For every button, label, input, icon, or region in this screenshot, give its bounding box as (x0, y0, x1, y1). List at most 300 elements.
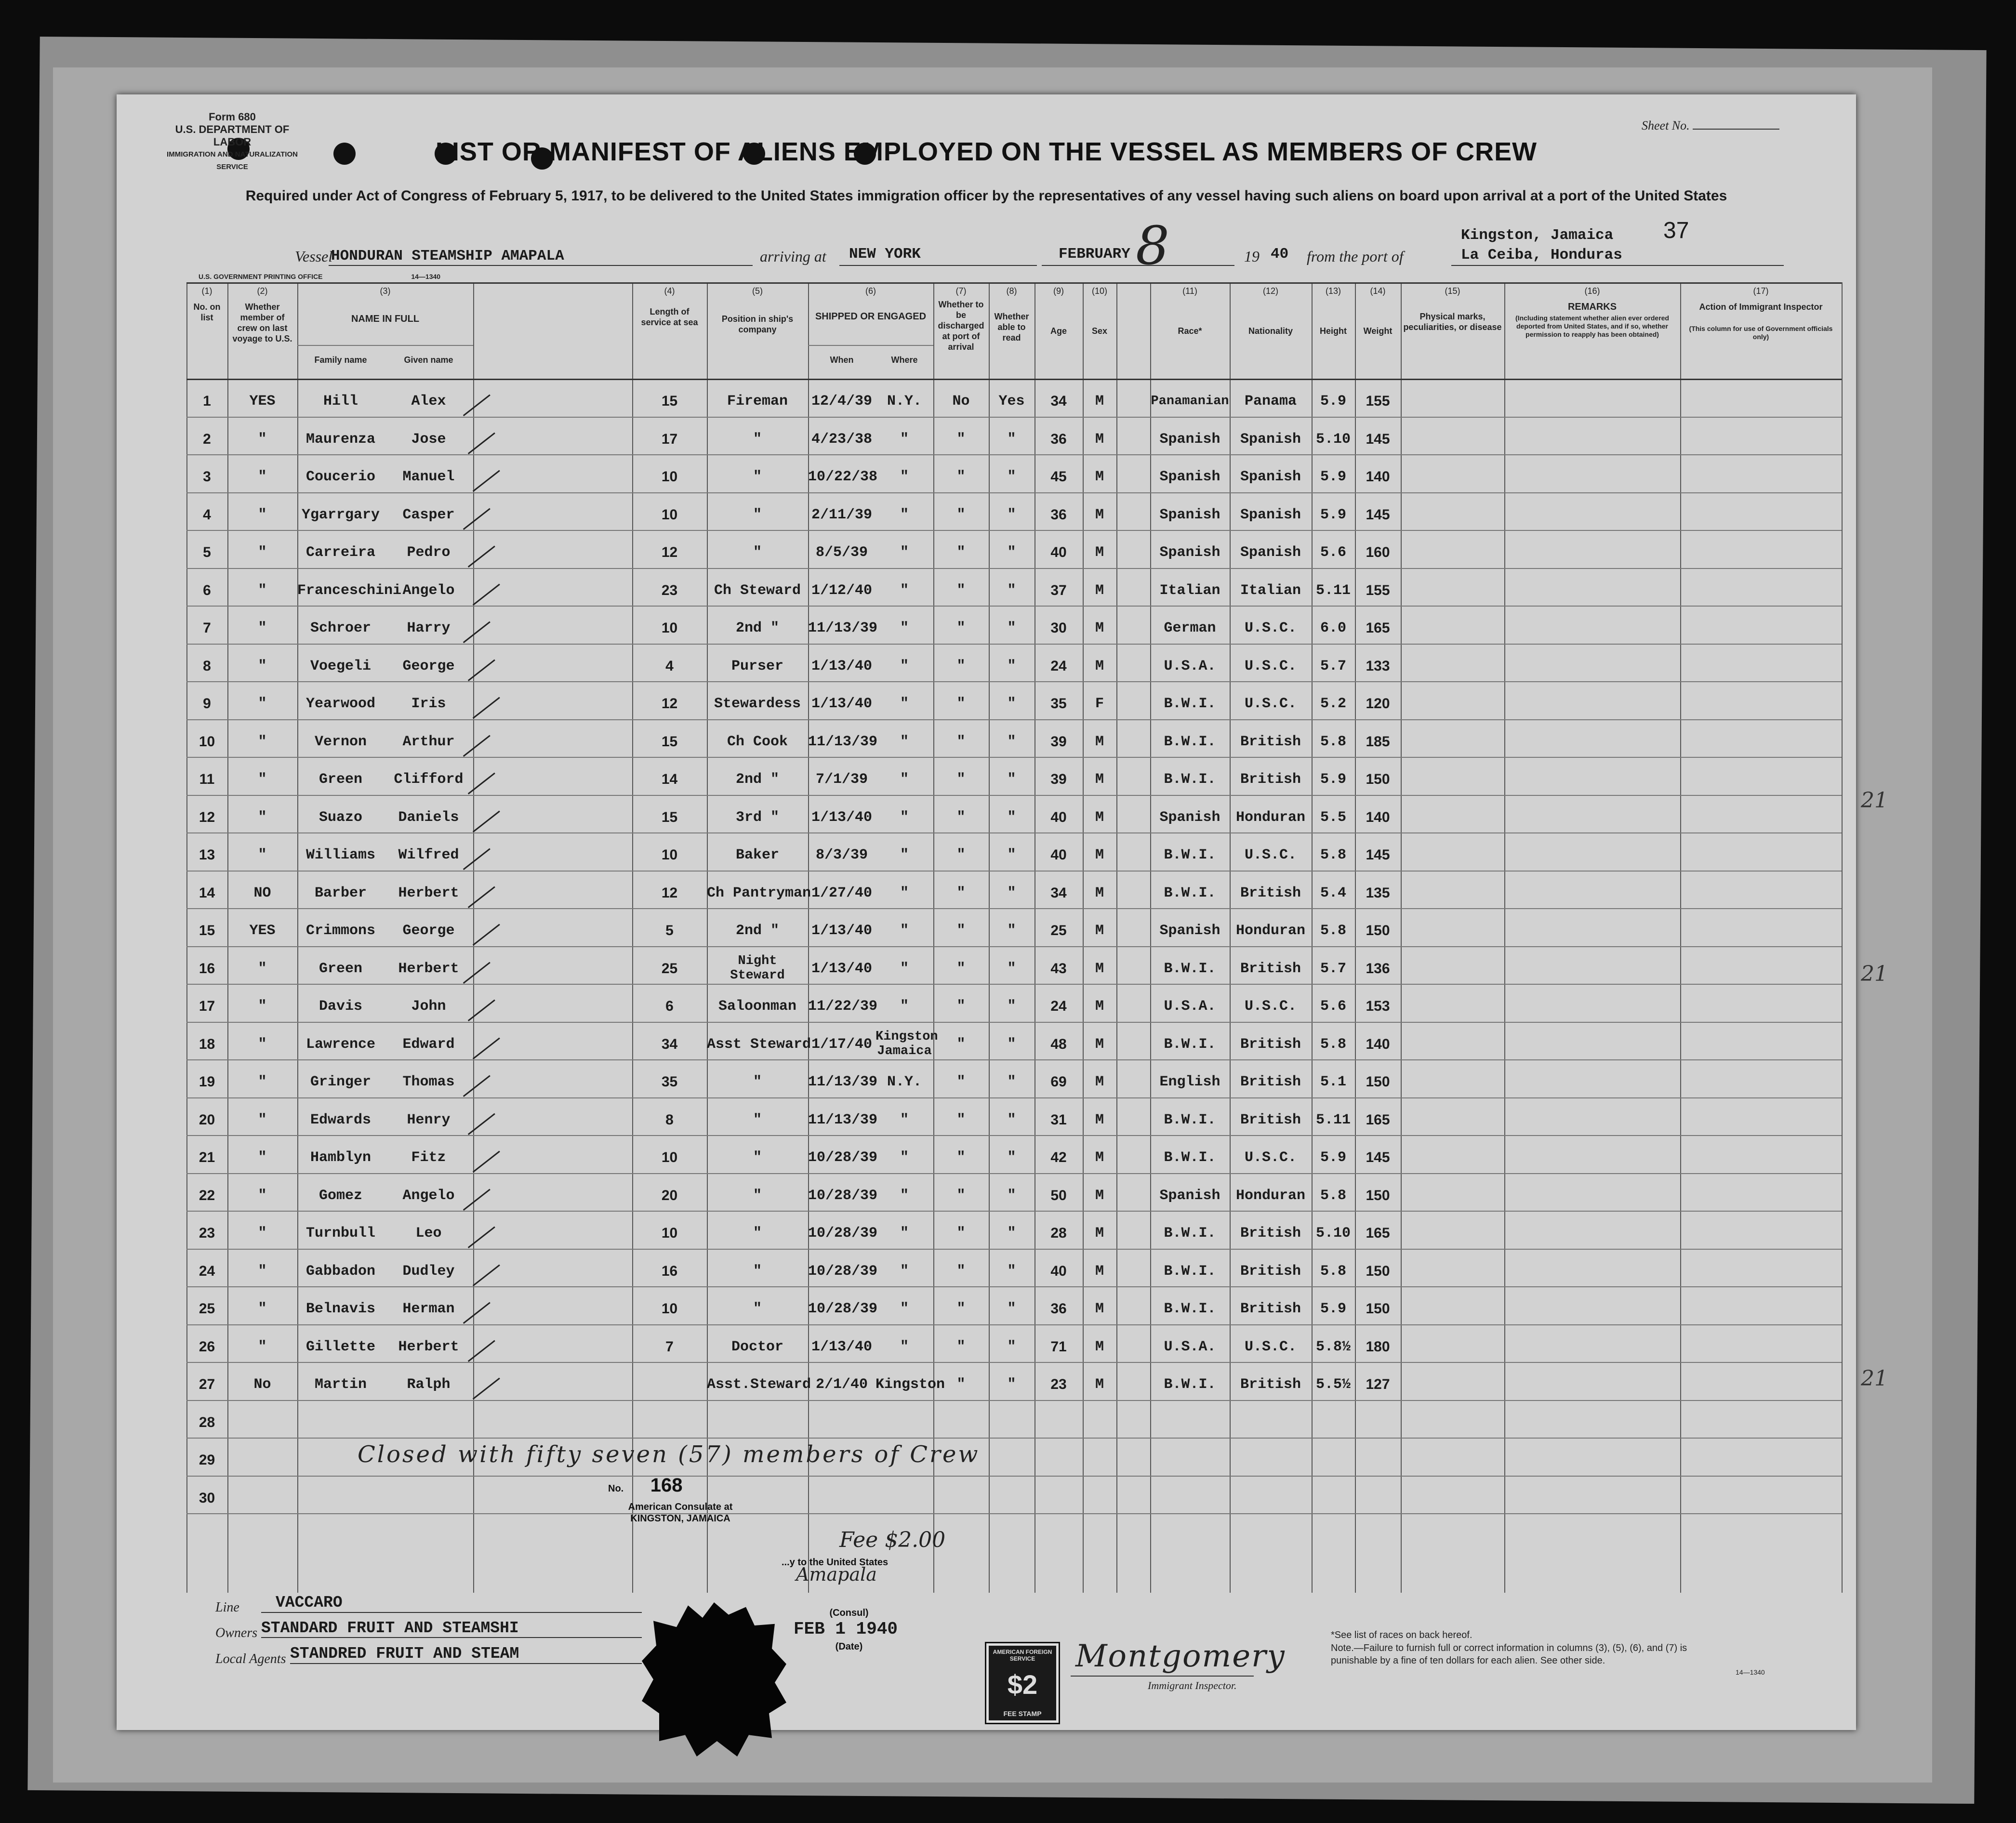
family-name: Coucerio (305, 469, 376, 485)
race: B.W.I. (1164, 847, 1216, 863)
date-label: (Date) (835, 1641, 863, 1652)
given-name: Jose (411, 431, 446, 448)
fine-note: Note.—Failure to furnish full or correct information in columns (3), (5), (6), and (7) is punishable by a fine of ten dollars for each alien. See other side. (1331, 1643, 1687, 1666)
given-name: Dudley (402, 1263, 455, 1280)
row-number: 16 (199, 960, 215, 977)
inspector-signature: Montgomery (1075, 1638, 1286, 1674)
shipped-where: " (900, 847, 909, 863)
family-name: Belnavis (305, 1301, 376, 1317)
col-header-race: Race* (1178, 326, 1202, 336)
weight: 140 (1366, 469, 1390, 485)
position: 2nd " (735, 923, 779, 939)
weight: 150 (1366, 771, 1390, 787)
table-row (186, 1065, 1842, 1103)
col-num: (7) (955, 286, 967, 296)
given-name: Herman (402, 1301, 455, 1317)
col-header-height: Height (1320, 326, 1347, 336)
age: 36 (1050, 1301, 1067, 1317)
service-length: 17 (661, 431, 678, 447)
check-mark (461, 455, 500, 492)
height: 5.9 (1320, 1301, 1346, 1317)
weight: 120 (1366, 696, 1390, 712)
year-prefix: 19 (1244, 248, 1260, 265)
departure-port-1: Kingston, Jamaica (1461, 227, 1614, 244)
given-name: Angelo (402, 582, 455, 599)
nationality: Italian (1240, 582, 1301, 599)
col-header-inspector-note: (This column for use of Government officials only) (1689, 325, 1833, 341)
agents-value: STANDRED FRUIT AND STEAM (290, 1645, 519, 1663)
shipped-when: 11/13/39 (808, 1111, 878, 1128)
consulate-name: American Consulate at (628, 1502, 733, 1512)
vessel-name: HONDURAN STEAMSHIP AMAPALA (331, 248, 564, 264)
height: 5.11 (1315, 1111, 1351, 1128)
prev-voyage: " (258, 1301, 267, 1317)
prev-voyage: " (258, 1187, 267, 1204)
table-row (186, 1255, 1842, 1293)
owners-label: Owners (215, 1625, 258, 1640)
col-header-name: NAME IN FULL (351, 314, 420, 324)
given-name: Henry (407, 1111, 451, 1128)
stamp-value: $2 (1007, 1669, 1038, 1700)
family-name: Hamblyn (310, 1149, 371, 1166)
shipped-where: Kingston Jamaica (875, 1029, 938, 1058)
weight: 180 (1366, 1338, 1390, 1355)
check-mark (451, 493, 491, 530)
can-read: " (1007, 960, 1016, 977)
prev-voyage: " (258, 960, 267, 977)
family-name: Green (318, 960, 362, 977)
check-mark (451, 606, 491, 643)
age: 37 (1050, 582, 1067, 598)
discharge: " (956, 696, 966, 712)
can-read: " (1007, 1301, 1016, 1317)
age: 43 (1050, 960, 1067, 977)
col-header-age: Age (1050, 326, 1067, 336)
shipped-when: 1/13/40 (811, 809, 873, 826)
position: 2nd " (735, 620, 779, 636)
shipped-where: Kingston (875, 1376, 945, 1393)
can-read: " (1007, 1036, 1016, 1053)
table-row (186, 1103, 1842, 1141)
nationality: British (1240, 1036, 1301, 1053)
shipped-where: " (900, 620, 909, 636)
prev-voyage: YES (249, 923, 276, 939)
table-row (186, 725, 1842, 763)
race: B.W.I. (1164, 885, 1216, 901)
nationality: U.S.C. (1244, 696, 1297, 712)
col-header-no: No. on list (193, 302, 221, 322)
race: B.W.I. (1164, 733, 1216, 750)
shipped-where: " (900, 923, 909, 939)
arriving-label: arriving at (760, 248, 826, 265)
weight: 145 (1366, 847, 1390, 863)
given-name: Manuel (402, 469, 455, 485)
can-read: " (1007, 1074, 1016, 1090)
row-number: 20 (199, 1111, 215, 1128)
shipped-where: " (900, 696, 909, 712)
age: 42 (1050, 1149, 1067, 1165)
prev-voyage: " (258, 1225, 267, 1242)
line-label: Line (215, 1600, 239, 1615)
given-name: Arthur (402, 733, 455, 750)
row-number: 8 (203, 658, 211, 674)
family-name: Davis (318, 998, 362, 1015)
check-mark (451, 1174, 491, 1211)
prev-voyage: " (258, 1338, 267, 1355)
given-name: Clifford (394, 771, 464, 788)
row-number: 5 (203, 544, 211, 560)
height: 5.8 (1320, 923, 1346, 939)
row-number: 27 (199, 1376, 215, 1392)
family-name: Williams (305, 847, 376, 863)
nationality: Spanish (1240, 544, 1301, 561)
discharge: " (956, 1111, 966, 1128)
service-length: 5 (665, 923, 674, 938)
can-read: " (1007, 544, 1016, 561)
agents-label: Local Agents (215, 1651, 286, 1666)
can-read: " (1007, 885, 1016, 901)
service-length: 10 (661, 1225, 678, 1241)
table-row (186, 649, 1842, 687)
family-name: Lawrence (305, 1036, 376, 1053)
sex: M (1095, 620, 1104, 636)
sex: M (1095, 998, 1104, 1015)
age: 34 (1050, 393, 1067, 409)
position: Fireman (727, 393, 788, 410)
check-mark (456, 1211, 495, 1248)
shipped-where: " (900, 809, 909, 826)
arrival-port: NEW YORK (849, 246, 921, 263)
departure-port-2: La Ceiba, Honduras (1461, 247, 1622, 264)
prev-voyage: " (258, 582, 267, 599)
check-mark (456, 530, 495, 568)
sex: M (1095, 885, 1104, 901)
height: 5.7 (1320, 658, 1346, 674)
nationality: Honduran (1235, 809, 1306, 826)
given-name: Angelo (402, 1187, 455, 1204)
row-number: 28 (199, 1414, 215, 1430)
nationality: U.S.C. (1244, 1338, 1297, 1355)
nationality: U.S.C. (1244, 998, 1297, 1015)
row-number: 23 (199, 1225, 215, 1241)
age: 25 (1050, 923, 1067, 938)
given-name: George (402, 658, 455, 674)
service-length: 34 (661, 1036, 678, 1052)
service-name: IMMIGRATION AND NATURALIZATION SERVICE (167, 150, 298, 171)
can-read: " (1007, 733, 1016, 750)
col-header-physical-marks: Physical marks, peculiarities, or disease (1403, 312, 1502, 332)
age: 40 (1050, 1263, 1067, 1279)
prev-voyage: NO (253, 885, 271, 901)
sex: M (1095, 960, 1104, 977)
can-read: " (1007, 620, 1016, 636)
position: " (753, 1111, 762, 1128)
weight: 160 (1366, 544, 1390, 560)
nationality: U.S.C. (1244, 658, 1297, 674)
given-name: Alex (411, 393, 446, 410)
position: " (753, 1301, 762, 1317)
given-name: Herbert (398, 885, 459, 901)
shipped-where: " (900, 469, 909, 485)
sex: M (1095, 506, 1104, 523)
row-number: 21 (199, 1149, 215, 1165)
table-row (186, 384, 1842, 423)
service-length: 10 (661, 506, 678, 523)
weight: 150 (1366, 1301, 1390, 1317)
height: 5.5 (1320, 809, 1346, 826)
race: B.W.I. (1164, 1036, 1216, 1053)
consulate-city: KINGSTON, JAMAICA (630, 1513, 730, 1524)
service-length: 35 (661, 1074, 678, 1090)
col-header-given-name: Given name (404, 355, 453, 365)
weight: 150 (1366, 1187, 1390, 1203)
check-mark (451, 379, 491, 416)
race: B.W.I. (1164, 1263, 1216, 1280)
weight: 150 (1366, 1263, 1390, 1279)
family-name: Maurenza (305, 431, 376, 448)
height: 5.4 (1320, 885, 1346, 901)
service-length: 10 (661, 847, 678, 863)
check-mark (456, 1098, 495, 1135)
service-length: 12 (661, 885, 678, 901)
consular-seal (642, 1602, 786, 1757)
family-name: Schroer (310, 620, 371, 636)
family-name: Gringer (310, 1074, 371, 1090)
age: 28 (1050, 1225, 1067, 1241)
race: B.W.I. (1164, 696, 1216, 712)
shipped-when: 10/28/39 (808, 1149, 878, 1166)
weight: 140 (1366, 809, 1390, 825)
col-num: (10) (1091, 286, 1107, 296)
row-number: 12 (199, 809, 215, 825)
sex: M (1095, 1263, 1104, 1280)
check-mark (456, 1325, 495, 1362)
position: Ch Steward (714, 582, 801, 599)
height: 5.9 (1320, 393, 1346, 410)
shipped-when: 1/13/40 (811, 696, 873, 712)
sex: M (1095, 1111, 1104, 1128)
weight: 133 (1366, 658, 1390, 674)
sex: M (1095, 733, 1104, 750)
table-row (186, 498, 1842, 536)
can-read: " (1007, 1263, 1016, 1280)
age: 50 (1050, 1187, 1067, 1203)
nationality: Honduran (1235, 923, 1306, 939)
age: 39 (1050, 771, 1067, 787)
line-value: VACCARO (276, 1594, 343, 1612)
sex: M (1095, 809, 1104, 826)
col-num: (6) (865, 286, 876, 296)
shipped-where: " (900, 1149, 909, 1166)
arrival-month: FEBRUARY (1059, 246, 1130, 263)
row-number: 29 (199, 1452, 215, 1468)
service-length: 15 (661, 393, 678, 409)
sex: M (1095, 431, 1104, 448)
age: 39 (1050, 733, 1067, 750)
height: 5.8 (1320, 847, 1346, 863)
discharge: " (956, 847, 966, 863)
shipped-where: " (900, 658, 909, 674)
height: 5.8½ (1315, 1338, 1351, 1355)
table-row (186, 1368, 1842, 1406)
age: 36 (1050, 506, 1067, 523)
col-num: (14) (1370, 286, 1386, 296)
service-length: 6 (665, 998, 674, 1014)
race: B.W.I. (1164, 1301, 1216, 1317)
shipped-when: 12/4/39 (811, 393, 873, 410)
check-mark (456, 757, 495, 794)
discharge: " (956, 923, 966, 939)
shipped-when: 10/28/39 (808, 1187, 878, 1204)
sex: M (1095, 658, 1104, 674)
discharge: " (956, 771, 966, 788)
sex: M (1095, 847, 1104, 863)
from-label: from the port of (1307, 248, 1404, 265)
race: Spanish (1159, 809, 1220, 826)
weight: 150 (1366, 923, 1390, 938)
col-num: (9) (1053, 286, 1064, 296)
service-length: 20 (661, 1187, 678, 1203)
can-read: Yes (998, 393, 1025, 410)
weight: 136 (1366, 960, 1390, 977)
sex: M (1095, 771, 1104, 788)
family-name: Gabbadon (305, 1263, 376, 1280)
col-header-inspector-action: Action of Immigrant Inspector (1699, 302, 1823, 312)
position: " (753, 1263, 762, 1280)
prev-voyage: " (258, 733, 267, 750)
age: 34 (1050, 885, 1067, 901)
height: 5.6 (1320, 998, 1346, 1015)
weight: 155 (1366, 582, 1390, 598)
can-read: " (1007, 1338, 1016, 1355)
position: " (753, 544, 762, 561)
nationality: U.S.C. (1244, 620, 1297, 636)
weight: 165 (1366, 1111, 1390, 1128)
weight: 150 (1366, 1074, 1390, 1090)
shipped-when: 2/11/39 (811, 506, 873, 523)
shipped-when: 1/13/40 (811, 658, 873, 674)
position: Baker (735, 847, 779, 863)
sex: M (1095, 1301, 1104, 1317)
col-header-service: Length of service at sea (641, 307, 698, 327)
printing-office: U.S. GOVERNMENT PRINTING OFFICE (199, 273, 323, 280)
col-header-sex: Sex (1091, 326, 1108, 336)
prev-voyage: " (258, 1111, 267, 1128)
position: Stewardess (714, 696, 801, 712)
col-num: (11) (1182, 286, 1197, 296)
check-mark (451, 720, 491, 757)
given-name: Wilfred (398, 847, 459, 863)
weight: 145 (1366, 431, 1390, 447)
shipped-where: N.Y. (887, 1074, 922, 1090)
position: Doctor (731, 1338, 784, 1355)
discharge: No (952, 393, 970, 410)
table-row (186, 536, 1842, 574)
table-row (186, 1028, 1842, 1066)
position: " (753, 1074, 762, 1090)
shipped-when: 2/1/40 (815, 1376, 868, 1393)
race: English (1159, 1074, 1220, 1090)
prev-voyage: " (258, 847, 267, 863)
row-number: 14 (199, 885, 215, 901)
race: U.S.A. (1164, 998, 1216, 1015)
discharge: " (956, 1338, 966, 1355)
height: 5.9 (1320, 771, 1346, 788)
family-name: Gillette (305, 1338, 376, 1355)
weight: 145 (1366, 1149, 1390, 1165)
prev-voyage: " (258, 544, 267, 561)
age: 45 (1050, 469, 1067, 485)
age: 69 (1050, 1074, 1067, 1090)
discharge: " (956, 1149, 966, 1166)
age: 48 (1050, 1036, 1067, 1052)
sex: M (1095, 1149, 1104, 1166)
col-header-shipped: SHIPPED OR ENGAGED (815, 311, 927, 322)
prev-voyage: " (258, 431, 267, 448)
family-name: Ygarrgary (301, 506, 380, 523)
shipped-when: 1/13/40 (811, 923, 873, 939)
position: " (753, 1187, 762, 1204)
age: 40 (1050, 847, 1067, 863)
weight: 165 (1366, 620, 1390, 636)
prev-voyage: " (258, 809, 267, 826)
check-mark (451, 1287, 491, 1324)
race: B.W.I. (1164, 1149, 1216, 1166)
height: 5.9 (1320, 506, 1346, 523)
shipped-when: 1/13/40 (811, 960, 873, 977)
sex: M (1095, 923, 1104, 939)
height: 5.8 (1320, 1036, 1346, 1053)
service-length: 10 (661, 469, 678, 485)
age: 31 (1050, 1111, 1067, 1128)
position: " (753, 506, 762, 523)
discharge: " (956, 544, 966, 561)
page-title: LIST OR MANIFEST OF ALIENS EMPLOYED ON THE VESSEL AS MEMBERS OF CREW (435, 137, 1538, 166)
shipped-where: " (900, 1263, 909, 1280)
row-number: 22 (199, 1187, 215, 1203)
check-mark (461, 568, 500, 606)
closing-note: Closed with fifty seven (57) members of Crew (358, 1441, 980, 1468)
height: 5.1 (1320, 1074, 1346, 1090)
service-length: 7 (665, 1338, 674, 1355)
family-name: Carreira (305, 544, 376, 561)
nationality: British (1240, 1376, 1301, 1393)
shipped-where: " (900, 506, 909, 523)
shipped-when: 7/1/39 (815, 771, 868, 788)
col-num: (4) (664, 286, 675, 296)
position: Ch Cook (727, 733, 788, 750)
shipped-where: " (900, 1301, 909, 1317)
col-header-remarks: REMARKS (1567, 302, 1617, 312)
service-length: 14 (661, 771, 678, 787)
prev-voyage: " (258, 620, 267, 636)
sheet-number: 37 (1663, 218, 1689, 243)
sex: M (1095, 1376, 1104, 1393)
table-row (186, 1481, 1842, 1519)
row-number: 17 (199, 998, 215, 1014)
row-number: 26 (199, 1338, 215, 1355)
shipped-where: " (900, 998, 909, 1015)
given-name: Iris (411, 696, 446, 712)
age: 23 (1050, 1376, 1067, 1392)
shipped-where: " (900, 1225, 909, 1242)
position: " (753, 1225, 762, 1242)
height: 5.8 (1320, 1187, 1346, 1204)
shipped-when: 11/13/39 (808, 733, 878, 750)
col-header-when: When (830, 355, 854, 365)
family-name: Edwards (310, 1111, 371, 1128)
row-number: 15 (199, 923, 215, 938)
